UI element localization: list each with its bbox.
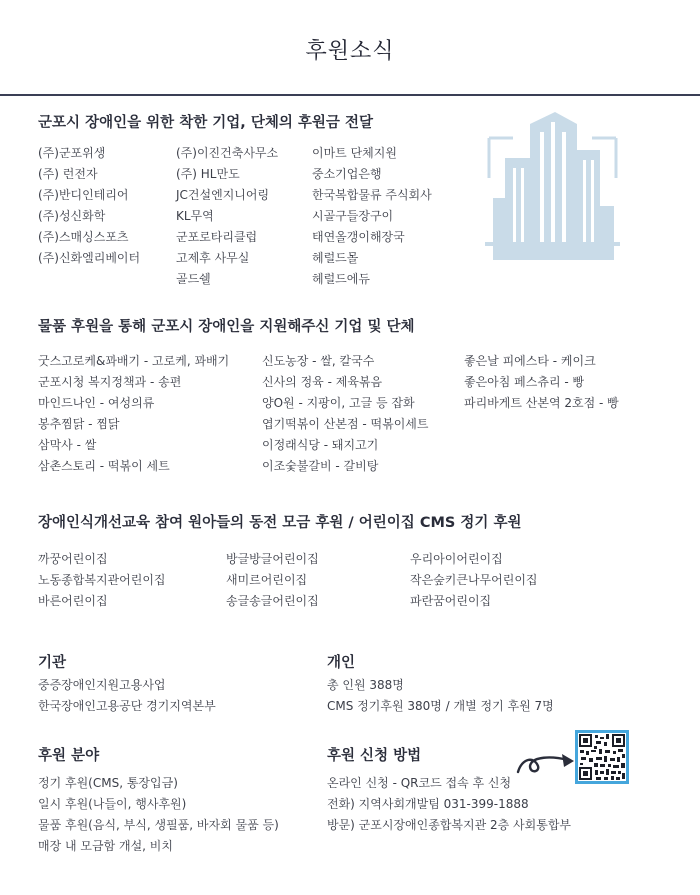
individuals-heading: 개인: [327, 655, 356, 671]
qr-code-icon: [578, 733, 626, 781]
list-item: 파리바게트 산본역 2호점 - 빵: [464, 396, 619, 410]
list-item: 군포시청 복지정책과 - 송편: [38, 375, 182, 389]
daycare-list-col3: [410, 549, 538, 612]
list-item: 이마트 단체지원: [312, 146, 397, 160]
section-heading-daycare: 장애인식개선교육 참여 원아들의 동전 모금 후원 / 어린이집 CMS 정기 후원: [38, 515, 522, 531]
section-heading-goods: 물품 후원을 통해 군포시 장애인을 지원해주신 기업 및 단체: [38, 319, 415, 335]
list-item: (주) HL만도: [176, 167, 240, 181]
list-item: 새미르어린이집: [226, 573, 308, 587]
list-item: 우리아이어린이집: [410, 552, 503, 566]
list-item: 매장 내 모금함 개설, 비치: [38, 839, 173, 853]
list-item: 마인드나인 - 여성의류: [38, 396, 155, 410]
donor-list-col1: [38, 143, 140, 269]
list-item: 총 인원 388명: [327, 678, 404, 692]
list-item: (주)신화엘리베이터: [38, 251, 141, 265]
list-item: 바른어린이집: [38, 594, 108, 608]
list-item: 중소기업은행: [312, 167, 382, 181]
list-item: 이조숯불갈비 - 갈비탕: [262, 459, 379, 473]
list-item: 헤럴드에듀: [312, 272, 370, 286]
fields-list: [38, 773, 279, 857]
apply-list: [327, 773, 571, 836]
fields-heading: 후원 분야: [38, 748, 100, 764]
list-item: 온라인 신청 - QR코드 접속 후 신청: [327, 776, 512, 790]
goods-list-col1: [38, 351, 229, 477]
list-item: 노동종합복지관어린이집: [38, 573, 166, 587]
list-item: 물품 후원(음식, 부식, 생필품, 바자회 물품 등): [38, 818, 279, 832]
list-item: 송글송글어린이집: [226, 594, 319, 608]
arrow-icon: [512, 748, 578, 778]
list-item: KL무역: [176, 209, 214, 223]
list-item: 신사의 정육 - 제육볶음: [262, 375, 383, 389]
list-item: 고제후 사무실: [176, 251, 250, 265]
list-item: (주)스매싱스포츠: [38, 230, 129, 244]
list-item: 방글방글어린이집: [226, 552, 319, 566]
list-item: 방문) 군포시장애인종합복지관 2층 사회통합부: [327, 818, 572, 832]
list-item: 태연올갱이해장국: [312, 230, 405, 244]
list-item: (주)군포위생: [38, 146, 106, 160]
daycare-list-col1: [38, 549, 166, 612]
list-item: 까꿍어린이집: [38, 552, 108, 566]
list-item: 삼막사 - 쌀: [38, 438, 97, 452]
goods-list-col3: [464, 351, 619, 414]
list-item: (주)이진건축사무소: [176, 146, 279, 160]
donor-list-col3: [312, 143, 432, 290]
list-item: 신도농장 - 쌀, 칼국수: [262, 354, 375, 368]
list-item: 골드쉘: [176, 272, 211, 286]
apply-heading: 후원 신청 방법: [327, 748, 422, 764]
list-item: 파란꿈어린이집: [410, 594, 492, 608]
list-item: 전화) 지역사회개발팀 031-399-1888: [327, 797, 529, 811]
list-item: (주)반디인테리어: [38, 188, 129, 202]
list-item: 이정래식당 - 돼지고기: [262, 438, 379, 452]
daycare-list-col2: [226, 549, 319, 612]
list-item: 일시 후원(나들이, 행사후원): [38, 797, 187, 811]
list-item: CMS 정기후원 380명 / 개별 정기 후원 7명: [327, 699, 554, 713]
list-item: 시골구들장구이: [312, 209, 394, 223]
donor-list-col2: [176, 143, 278, 290]
individuals-list: [327, 675, 554, 717]
list-item: 한국복합물류 주식회사: [312, 188, 432, 202]
goods-list-col2: [262, 351, 428, 477]
list-item: 좋은날 피에스타 - 케이크: [464, 354, 596, 368]
list-item: (주)성신화학: [38, 209, 106, 223]
list-item: 엽기떡볶이 산본점 - 떡볶이세트: [262, 417, 429, 431]
building-icon: [485, 110, 620, 260]
qr-code[interactable]: [575, 730, 629, 784]
list-item: 작은숲키큰나무어린이집: [410, 573, 538, 587]
page-title: 후원소식: [305, 39, 395, 64]
list-item: JC건설엔지니어링: [176, 188, 270, 202]
list-item: 한국장애인고용공단 경기지역본부: [38, 699, 216, 713]
list-item: 봉추찜닭 - 찜닭: [38, 417, 120, 431]
list-item: (주) 런전자: [38, 167, 98, 181]
list-item: 정기 후원(CMS, 통장입금): [38, 776, 178, 790]
title-divider: [0, 94, 700, 96]
institutions-list: [38, 675, 216, 717]
list-item: 좋은아침 페스츄리 - 빵: [464, 375, 585, 389]
list-item: 군포로타리클럽: [176, 230, 258, 244]
section-heading-donations: 군포시 장애인을 위한 착한 기업, 단체의 후원금 전달: [38, 115, 373, 131]
institutions-heading: 기관: [38, 655, 67, 671]
list-item: 삼촌스토리 - 떡볶이 세트: [38, 459, 170, 473]
list-item: 중증장애인지원고용사업: [38, 678, 166, 692]
list-item: 굿스고로케&꽈배기 - 고로케, 꽈배기: [38, 354, 230, 368]
list-item: 양O원 - 지팡이, 고글 등 잡화: [262, 396, 415, 410]
list-item: 헤럴드몰: [312, 251, 359, 265]
